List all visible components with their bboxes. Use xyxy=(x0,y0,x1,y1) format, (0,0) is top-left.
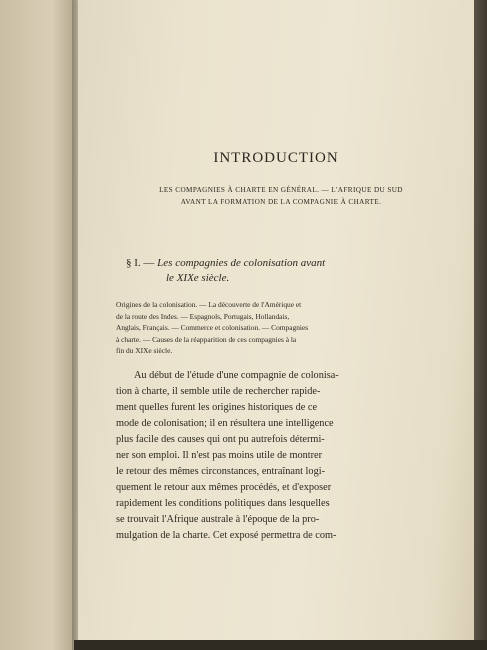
section-title-line: Les compagnies de colonisation avant xyxy=(157,257,326,269)
body-line: ment quelles furent les origines historiques de ce xyxy=(116,402,318,413)
body-line: ner son emploi. Il n'est pas moins utile de montrer xyxy=(116,450,323,461)
body-line: plus facile des causes qui ont pu autrefois détermi- xyxy=(116,434,325,445)
section-summary xyxy=(116,299,444,357)
section-heading xyxy=(126,256,434,286)
summary-line: fin du XIXe siècle. xyxy=(116,346,173,355)
section-symbol: § I. — xyxy=(126,257,155,269)
body-line: mulgation de la charte. Cet exposé permettra de com- xyxy=(116,530,337,541)
summary-line: de la route des Indes. — Espagnols, Portugais, Hollandais, xyxy=(116,311,290,321)
page-title: INTRODUCTION xyxy=(213,150,339,166)
body-line: se trouvait l'Afrique australe à l'époque de la pro- xyxy=(116,514,320,525)
summary-line: Origines de la colonisation. — La découverte de l'Amérique et xyxy=(116,300,302,309)
subtitle-line: AVANT LA FORMATION DE LA COMPAGNIE À CHARTE. xyxy=(180,198,382,206)
body-line: Au début de l'étude d'une compagnie de colonisa- xyxy=(134,370,339,381)
body-line: tion à charte, il semble utile de rechercher rapide- xyxy=(116,386,321,397)
background-bottom xyxy=(74,640,487,650)
summary-line: Anglais, Français. — Commerce et colonisation. — Compagnies xyxy=(116,323,309,332)
summary-line: à charte. — Causes de la réapparition de ces compagnies à la xyxy=(116,334,297,344)
book-page xyxy=(78,0,474,640)
body-paragraph xyxy=(116,368,454,544)
body-line: le retour des mêmes circonstances, entraînant logi- xyxy=(116,466,326,477)
background-right xyxy=(474,0,487,650)
chapter-subtitle xyxy=(108,184,454,208)
body-line: rapidement les conditions politiques dans lesquelles xyxy=(116,498,330,509)
subtitle-line: LES COMPAGNIES À CHARTE EN GÉNÉRAL. — L'AFRIQUE DU SUD xyxy=(159,186,403,194)
body-line: mode de colonisation; il en résultera une intelligence xyxy=(116,418,334,429)
section-title-line: le XIXe siècle. xyxy=(166,272,230,284)
body-line: quement le retour aux mêmes procédés, et d'exposer xyxy=(116,482,332,493)
left-page xyxy=(0,0,74,650)
